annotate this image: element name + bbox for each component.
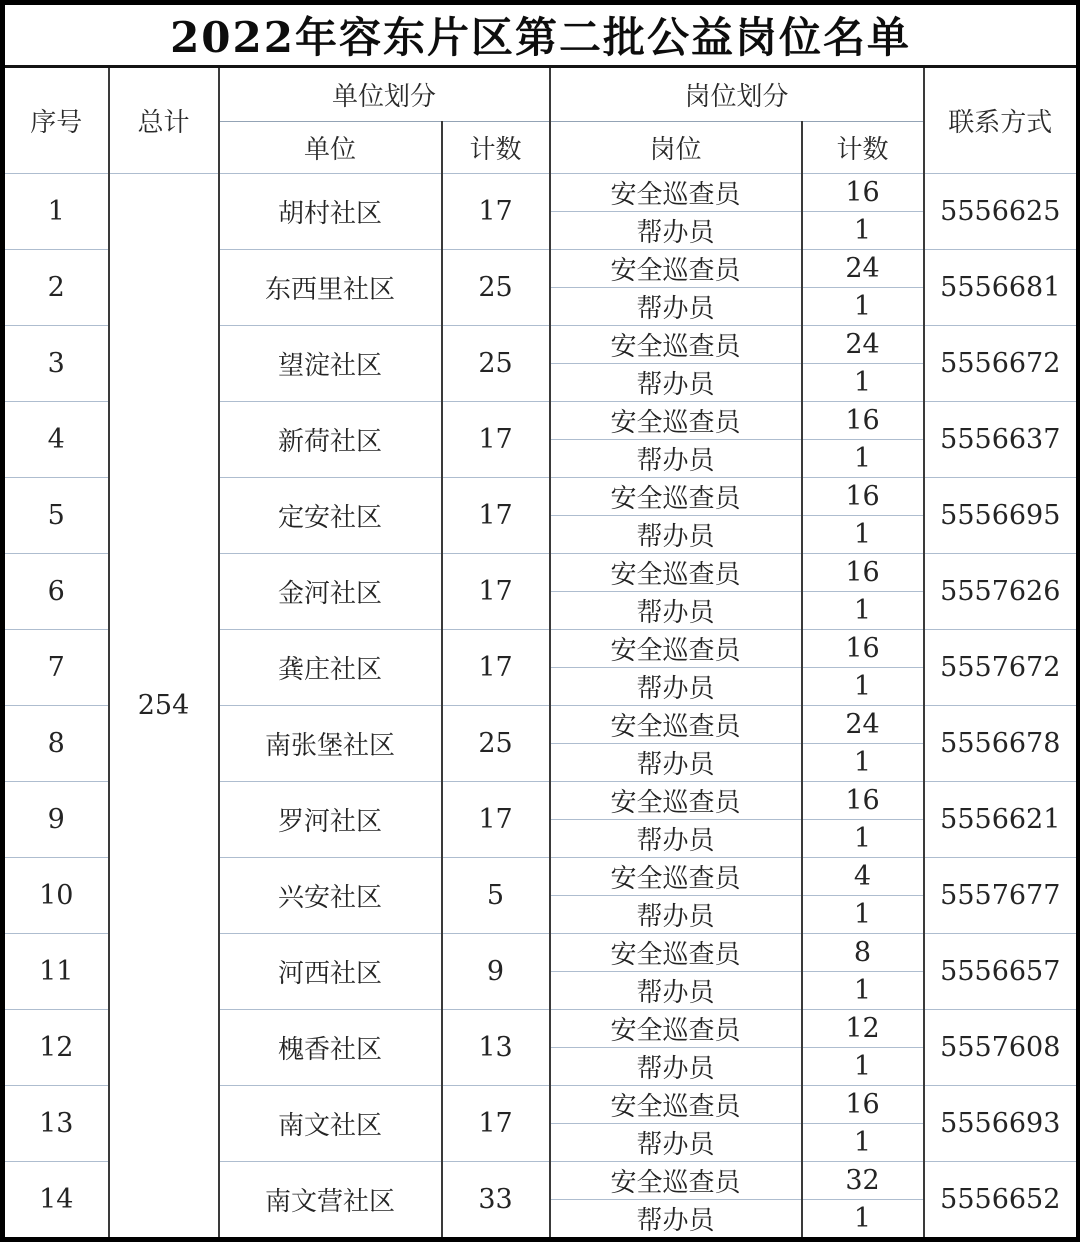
position-cell: 帮办员 [550, 288, 802, 326]
position-count-cell: 1 [802, 1124, 924, 1162]
unit-count-cell: 25 [442, 326, 550, 402]
unit-count-cell: 17 [442, 174, 550, 250]
position-count-cell: 1 [802, 744, 924, 782]
unit-cell: 南张堡社区 [219, 706, 442, 782]
serial-cell: 4 [3, 402, 109, 478]
position-cell: 安全巡查员 [550, 934, 802, 972]
position-count-cell: 24 [802, 326, 924, 364]
position-cell: 安全巡查员 [550, 706, 802, 744]
position-count-cell: 16 [802, 478, 924, 516]
position-cell: 帮办员 [550, 212, 802, 250]
position-cell: 安全巡查员 [550, 782, 802, 820]
contact-cell: 5557626 [924, 554, 1079, 630]
position-count-cell: 1 [802, 668, 924, 706]
position-cell: 安全巡查员 [550, 1086, 802, 1124]
serial-cell: 9 [3, 782, 109, 858]
contact-cell: 5556652 [924, 1162, 1079, 1240]
serial-cell: 11 [3, 934, 109, 1010]
unit-count-cell: 33 [442, 1162, 550, 1240]
position-count-cell: 4 [802, 858, 924, 896]
position-cell: 帮办员 [550, 896, 802, 934]
header-position-count: 计数 [802, 122, 924, 174]
position-count-cell: 32 [802, 1162, 924, 1200]
position-cell: 帮办员 [550, 592, 802, 630]
position-cell: 帮办员 [550, 1048, 802, 1086]
unit-count-cell: 25 [442, 706, 550, 782]
contact-cell: 5556678 [924, 706, 1079, 782]
header-position: 岗位 [550, 122, 802, 174]
serial-cell: 8 [3, 706, 109, 782]
unit-cell: 兴安社区 [219, 858, 442, 934]
unit-count-cell: 17 [442, 630, 550, 706]
header-unit: 单位 [219, 122, 442, 174]
position-cell: 安全巡查员 [550, 478, 802, 516]
contact-cell: 5556657 [924, 934, 1079, 1010]
position-count-cell: 8 [802, 934, 924, 972]
serial-cell: 13 [3, 1086, 109, 1162]
unit-count-cell: 13 [442, 1010, 550, 1086]
header-unit-count: 计数 [442, 122, 550, 174]
contact-cell: 5557677 [924, 858, 1079, 934]
unit-count-cell: 17 [442, 782, 550, 858]
position-count-cell: 16 [802, 630, 924, 668]
unit-cell: 罗河社区 [219, 782, 442, 858]
position-cell: 帮办员 [550, 440, 802, 478]
position-cell: 安全巡查员 [550, 1010, 802, 1048]
position-cell: 安全巡查员 [550, 1162, 802, 1200]
contact-cell: 5556637 [924, 402, 1079, 478]
position-count-cell: 1 [802, 1048, 924, 1086]
header-unit-group: 单位划分 [219, 67, 550, 122]
serial-cell: 14 [3, 1162, 109, 1240]
contact-cell: 5556625 [924, 174, 1079, 250]
position-count-cell: 16 [802, 1086, 924, 1124]
unit-cell: 南文社区 [219, 1086, 442, 1162]
unit-count-cell: 9 [442, 934, 550, 1010]
unit-cell: 南文营社区 [219, 1162, 442, 1240]
unit-count-cell: 17 [442, 554, 550, 630]
position-cell: 帮办员 [550, 1124, 802, 1162]
position-cell: 安全巡查员 [550, 250, 802, 288]
serial-cell: 3 [3, 326, 109, 402]
position-count-cell: 12 [802, 1010, 924, 1048]
serial-cell: 6 [3, 554, 109, 630]
position-count-cell: 1 [802, 1200, 924, 1240]
unit-count-cell: 5 [442, 858, 550, 934]
position-count-cell: 1 [802, 516, 924, 554]
position-count-cell: 1 [802, 972, 924, 1010]
position-cell: 帮办员 [550, 364, 802, 402]
total-cell: 254 [109, 174, 219, 1240]
contact-cell: 5556693 [924, 1086, 1079, 1162]
position-cell: 帮办员 [550, 820, 802, 858]
unit-cell: 胡村社区 [219, 174, 442, 250]
position-cell: 安全巡查员 [550, 858, 802, 896]
position-count-cell: 1 [802, 212, 924, 250]
contact-cell: 5557672 [924, 630, 1079, 706]
unit-cell: 定安社区 [219, 478, 442, 554]
unit-count-cell: 25 [442, 250, 550, 326]
table-title: 2022年容东片区第二批公益岗位名单 [3, 3, 1079, 67]
position-cell: 帮办员 [550, 744, 802, 782]
position-cell: 安全巡查员 [550, 174, 802, 212]
contact-cell: 5556695 [924, 478, 1079, 554]
contact-cell: 5556672 [924, 326, 1079, 402]
contact-cell: 5556621 [924, 782, 1079, 858]
position-count-cell: 16 [802, 402, 924, 440]
unit-cell: 龚庄社区 [219, 630, 442, 706]
contact-cell: 5556681 [924, 250, 1079, 326]
serial-cell: 10 [3, 858, 109, 934]
position-cell: 帮办员 [550, 516, 802, 554]
position-cell: 安全巡查员 [550, 554, 802, 592]
header-contact: 联系方式 [924, 67, 1079, 174]
position-cell: 安全巡查员 [550, 326, 802, 364]
position-cell: 安全巡查员 [550, 402, 802, 440]
position-count-cell: 1 [802, 288, 924, 326]
position-count-cell: 24 [802, 250, 924, 288]
position-count-cell: 16 [802, 174, 924, 212]
unit-count-cell: 17 [442, 478, 550, 554]
position-count-cell: 16 [802, 554, 924, 592]
unit-cell: 东西里社区 [219, 250, 442, 326]
position-cell: 帮办员 [550, 1200, 802, 1240]
position-cell: 帮办员 [550, 972, 802, 1010]
header-serial: 序号 [3, 67, 109, 174]
position-count-cell: 24 [802, 706, 924, 744]
unit-cell: 金河社区 [219, 554, 442, 630]
position-count-cell: 1 [802, 364, 924, 402]
position-cell: 帮办员 [550, 668, 802, 706]
header-total: 总计 [109, 67, 219, 174]
unit-cell: 河西社区 [219, 934, 442, 1010]
serial-cell: 2 [3, 250, 109, 326]
unit-cell: 新荷社区 [219, 402, 442, 478]
position-count-cell: 1 [802, 820, 924, 858]
unit-count-cell: 17 [442, 1086, 550, 1162]
serial-cell: 5 [3, 478, 109, 554]
header-position-group: 岗位划分 [550, 67, 924, 122]
position-count-cell: 1 [802, 440, 924, 478]
position-count-cell: 16 [802, 782, 924, 820]
unit-count-cell: 17 [442, 402, 550, 478]
position-count-cell: 1 [802, 896, 924, 934]
position-cell: 安全巡查员 [550, 630, 802, 668]
unit-cell: 槐香社区 [219, 1010, 442, 1086]
contact-cell: 5557608 [924, 1010, 1079, 1086]
position-count-cell: 1 [802, 592, 924, 630]
unit-cell: 望淀社区 [219, 326, 442, 402]
serial-cell: 1 [3, 174, 109, 250]
serial-cell: 12 [3, 1010, 109, 1086]
serial-cell: 7 [3, 630, 109, 706]
